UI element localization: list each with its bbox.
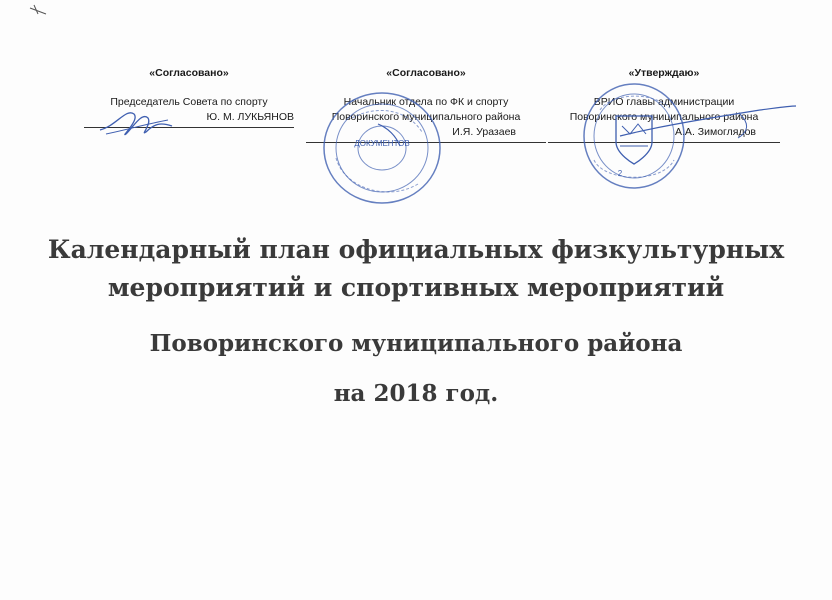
document-title-line1: Календарный план официальных физкультурных — [47, 235, 785, 264]
signature-scribble — [600, 96, 800, 156]
document-title-year: на 2018 год. — [333, 380, 499, 407]
scan-mark — [0, 0, 60, 20]
approval-role-district: Поворинского муниципального района — [331, 111, 521, 123]
official-seal-stamp — [318, 88, 448, 208]
approval-role: ВРИО главы администрации — [593, 96, 735, 108]
approval-heading: «Утверждаю» — [628, 67, 700, 79]
signature-scribble — [96, 104, 176, 144]
seal-text: ДОКУМЕНТОВ — [354, 139, 410, 148]
approval-role: Начальник отдела по ФК и спорту — [343, 96, 509, 108]
approval-role: Председатель Совета по спорту — [110, 96, 268, 108]
approval-name: И.Я. Уразаев — [452, 126, 516, 138]
approval-role-district: Поворинского муниципального района — [569, 111, 759, 123]
approval-name: Ю. М. ЛУКЬЯНОВ — [206, 111, 294, 123]
approval-name: А.А. Зимоглядов — [675, 126, 756, 138]
approval-heading: «Согласовано» — [386, 67, 466, 79]
approval-heading: «Согласовано» — [149, 67, 229, 79]
document-title-line2: мероприятий и спортивных мероприятий — [107, 273, 725, 302]
document-title-district: Поворинского муниципального района — [149, 330, 683, 357]
seal-number: 2 — [617, 169, 623, 178]
